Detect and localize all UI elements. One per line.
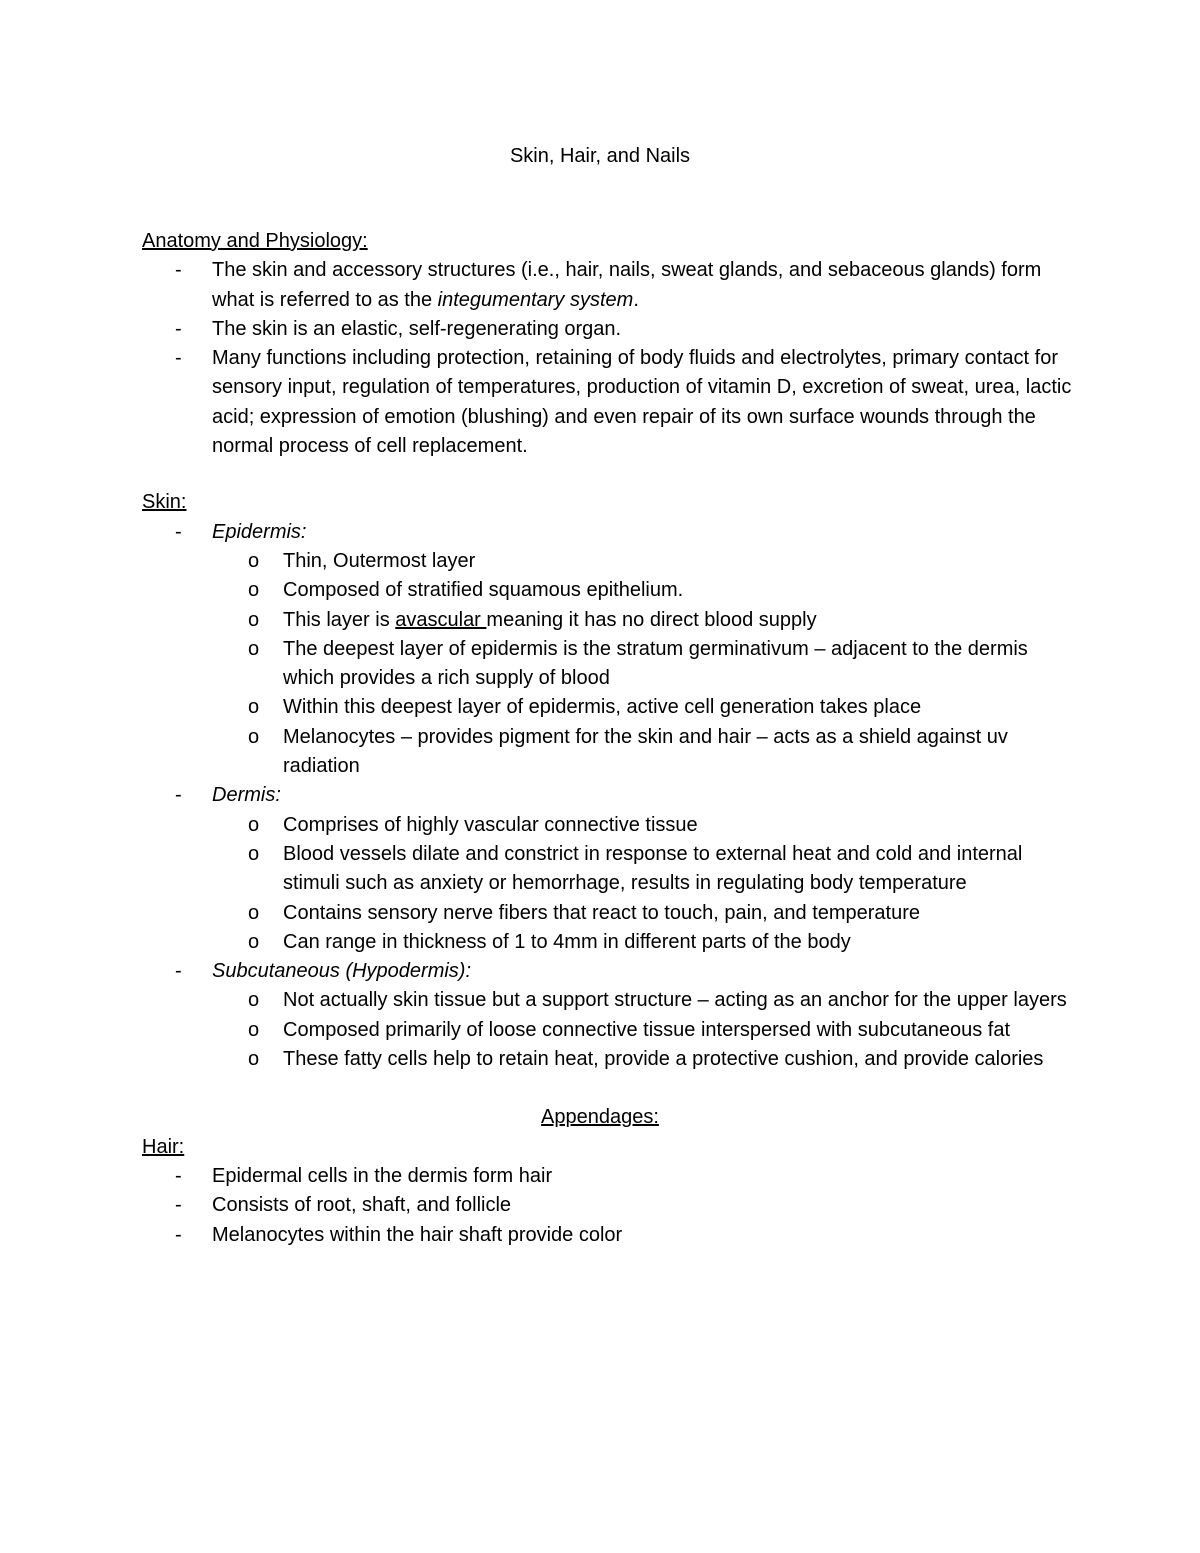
section-heading-skin: Skin: xyxy=(142,491,187,514)
sublist-item: o Can range in thickness of 1 to 4mm in different parts of the body xyxy=(142,928,1072,957)
epidermis-sublist xyxy=(142,547,1072,781)
dash-marker: - xyxy=(175,1164,182,1187)
circle-marker: o xyxy=(248,1048,260,1071)
sublist-item: o Not actually skin tissue but a support structure – acting as an anchor for the upper layers xyxy=(142,986,1072,1015)
list-item-subcutaneous: - Subcutaneous (Hypodermis): xyxy=(142,957,1072,986)
dash-marker: - xyxy=(175,347,182,370)
dash-marker: - xyxy=(175,259,182,282)
subcutaneous-sublist xyxy=(142,986,1072,1074)
circle-marker: o xyxy=(248,579,260,602)
circle-marker: o xyxy=(248,813,260,836)
sublist-item: o The deepest layer of epidermis is the stratum germinativum – adjacent to the dermis which provides a rich supply of blood xyxy=(142,635,1072,694)
skin-list-subcutaneous xyxy=(142,957,1072,986)
sublist-item: o Melanocytes – provides pigment for the skin and hair – acts as a shield against uv radiation xyxy=(142,723,1072,782)
list-item: - Consists of root, shaft, and follicle xyxy=(142,1191,1072,1220)
sublist-item: o Blood vessels dilate and constrict in response to external heat and cold and internal stimuli such as anxiety or hemorrhage, results in regulating body temperature xyxy=(142,840,1072,899)
list-item: - The skin is an elastic, self-regenerating organ. xyxy=(142,315,1072,344)
circle-marker: o xyxy=(248,549,260,572)
dash-marker: - xyxy=(175,520,182,543)
sublist-item: o Within this deepest layer of epidermis, active cell generation takes place xyxy=(142,693,1072,722)
list-item-dermis: - Dermis: xyxy=(142,781,1072,810)
sublist-item: o Composed primarily of loose connective tissue interspersed with subcutaneous fat xyxy=(142,1016,1072,1045)
circle-marker: o xyxy=(248,930,260,953)
section-heading-hair: Hair: xyxy=(142,1135,185,1158)
circle-marker: o xyxy=(248,901,260,924)
dash-marker: - xyxy=(175,317,182,340)
skin-list-dermis xyxy=(142,781,1072,810)
list-item: - Epidermal cells in the dermis form hair xyxy=(142,1162,1072,1191)
list-item: - The skin and accessory structures (i.e., hair, nails, sweat glands, and sebaceous glands) form what is referred to as the integumentary system. xyxy=(142,256,1072,315)
circle-marker: o xyxy=(248,637,260,660)
section-heading-anatomy: Anatomy and Physiology: xyxy=(142,230,368,252)
circle-marker: o xyxy=(248,696,260,719)
dash-marker: - xyxy=(175,1223,182,1246)
section-heading-appendages: Appendages: xyxy=(541,1106,659,1129)
circle-marker: o xyxy=(248,725,260,748)
emphasis-text: integumentary system xyxy=(437,288,634,311)
skin-list xyxy=(142,518,1072,547)
sublist-item: o Comprises of highly vascular connective tissue xyxy=(142,811,1072,840)
circle-marker: o xyxy=(248,989,260,1012)
underlined-term: avascular xyxy=(395,608,487,631)
dash-marker: - xyxy=(175,1194,182,1217)
sublist-item: o These fatty cells help to retain heat, provide a protective cushion, and provide calories xyxy=(142,1045,1072,1074)
anatomy-list xyxy=(142,256,1072,461)
sublist-item: o This layer is avascular meaning it has no direct blood supply xyxy=(142,606,1072,635)
list-item: - Many functions including protection, retaining of body fluids and electrolytes, primary contact for sensory input, regulation of temperatures, production of vitamin D, excretion of sweat, urea, lactic acid; expression of emotion (blushing) and even repair of its own surface wounds through the normal process of cell replacement. xyxy=(142,344,1072,461)
dash-marker: - xyxy=(175,960,182,983)
circle-marker: o xyxy=(248,842,260,865)
sublist-item: o Contains sensory nerve fibers that react to touch, pain, and temperature xyxy=(142,899,1072,928)
document-body xyxy=(142,227,1072,1250)
sublist-item: o Thin, Outermost layer xyxy=(142,547,1072,576)
dermis-sublist xyxy=(142,811,1072,957)
dash-marker: - xyxy=(175,784,182,807)
circle-marker: o xyxy=(248,608,260,631)
list-item: - Melanocytes within the hair shaft provide color xyxy=(142,1221,1072,1250)
hair-list xyxy=(142,1162,1072,1250)
circle-marker: o xyxy=(248,1018,260,1041)
document-title: Skin, Hair, and Nails xyxy=(509,145,691,167)
list-item-epidermis: - Epidermis: xyxy=(142,518,1072,547)
sublist-item: o Composed of stratified squamous epithelium. xyxy=(142,576,1072,605)
